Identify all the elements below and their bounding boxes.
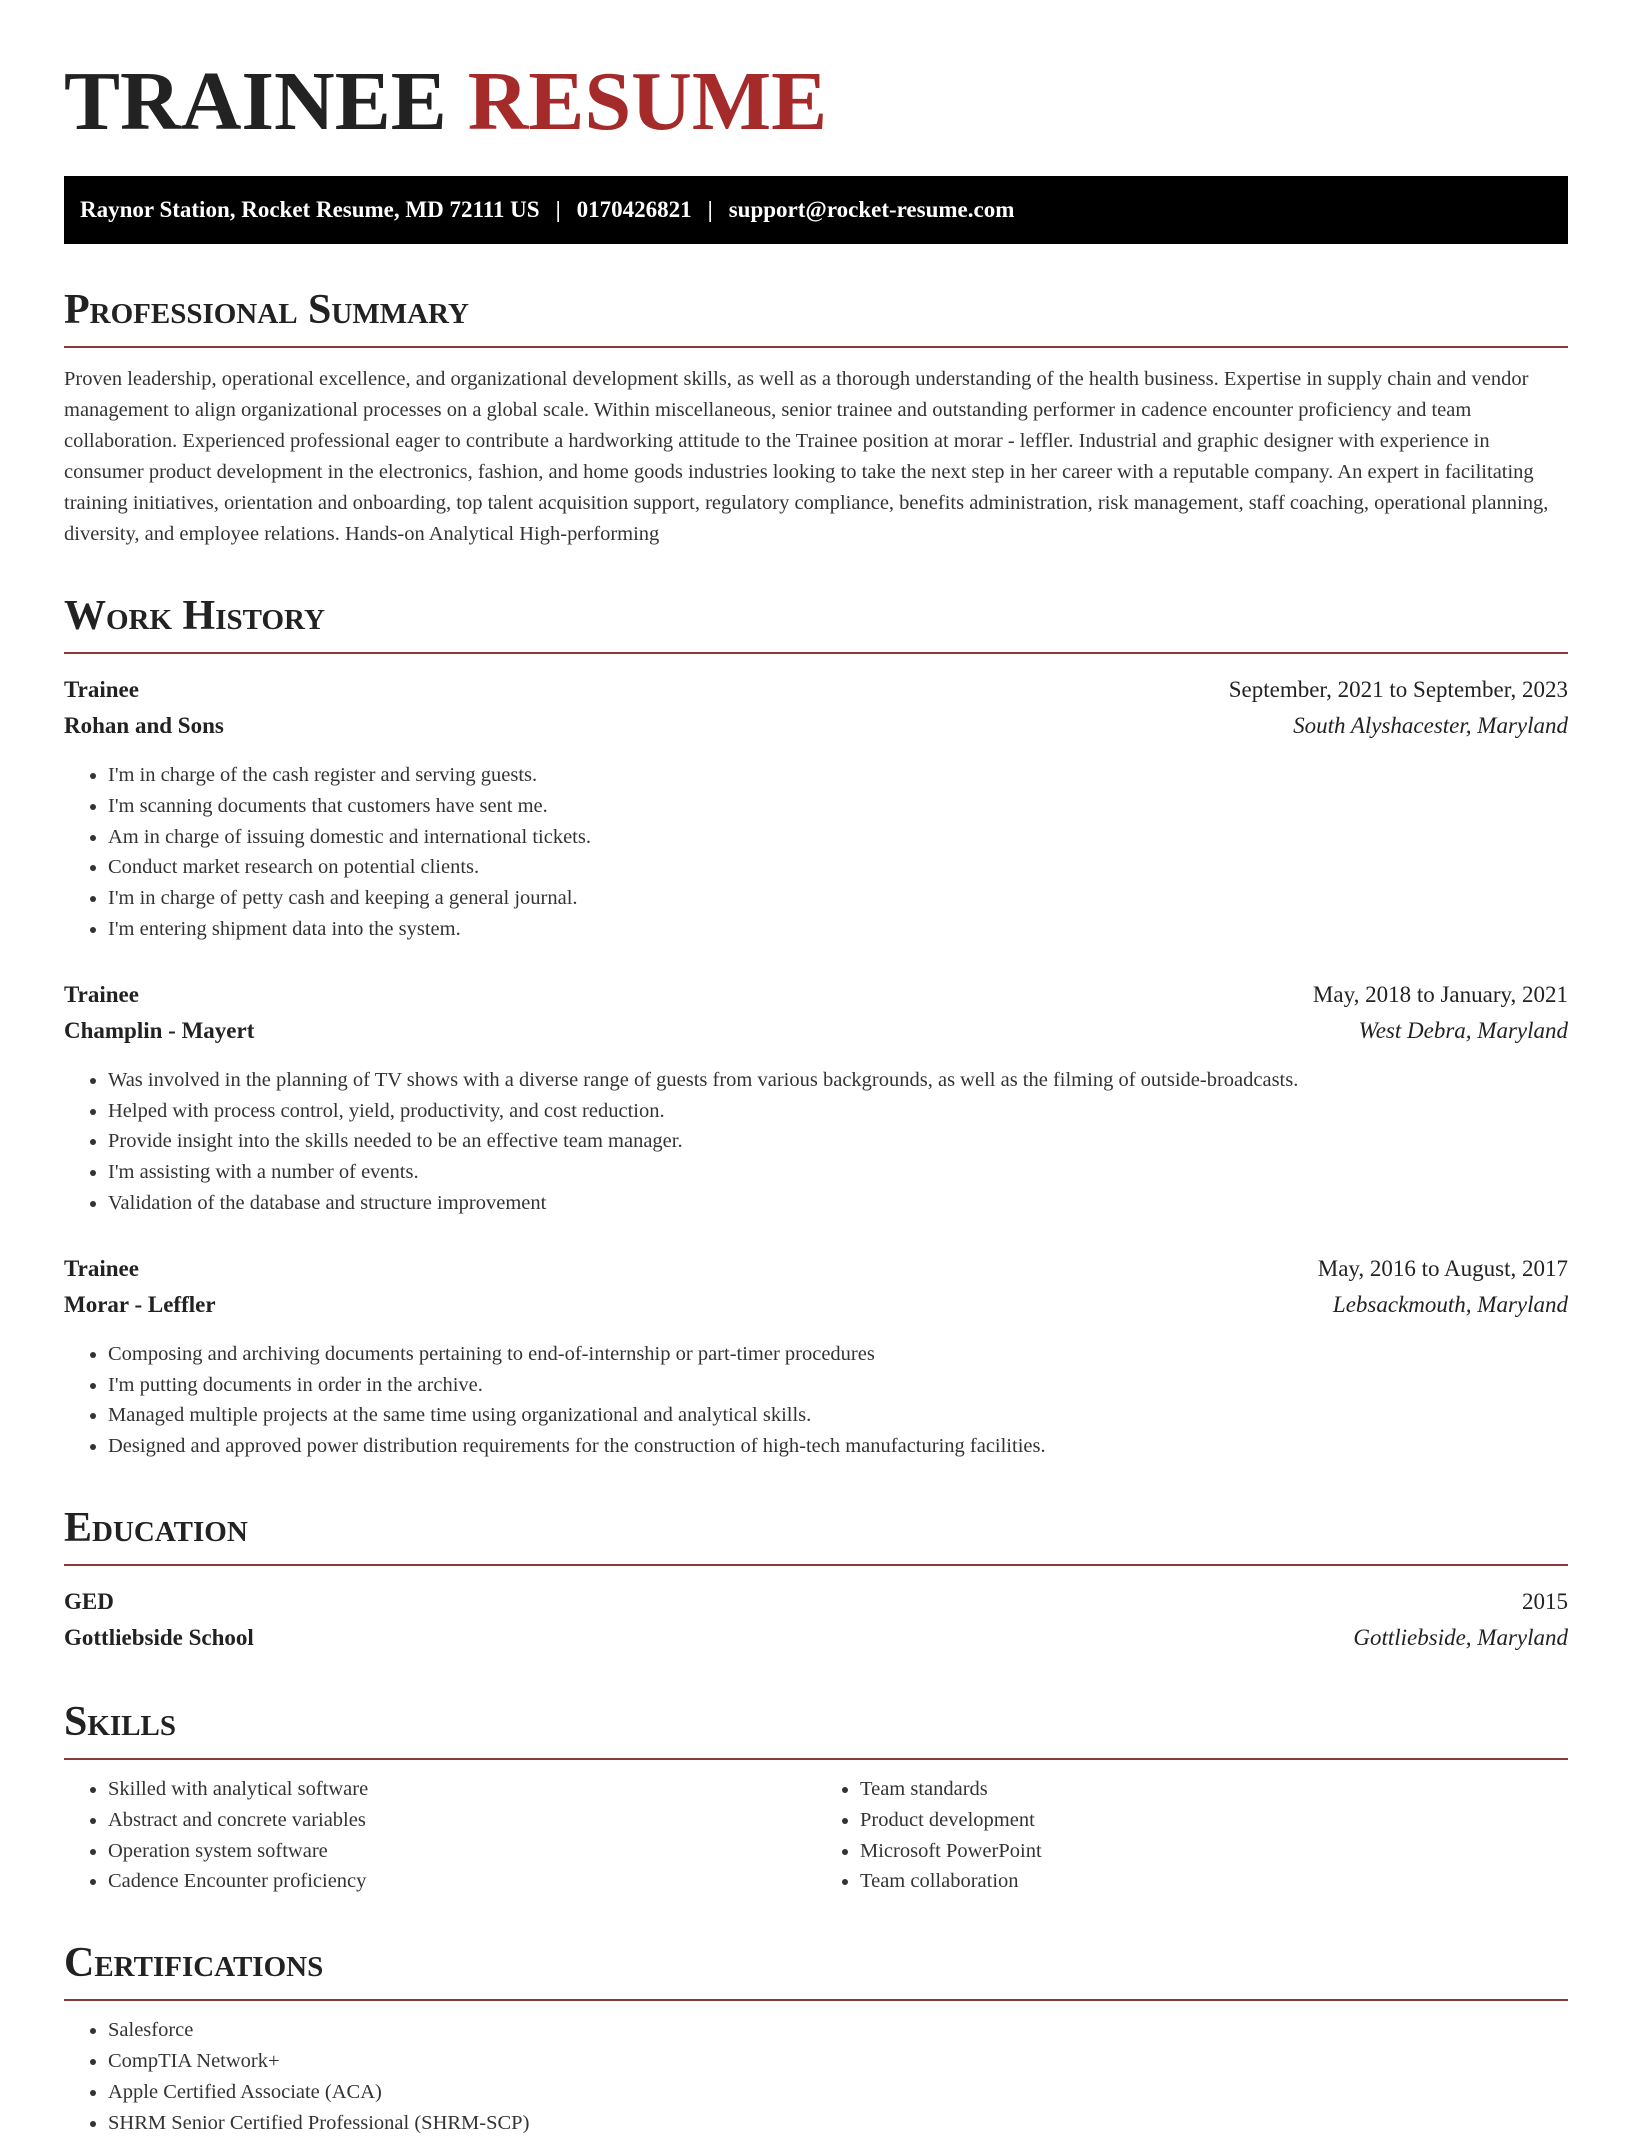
skill-item: • Cadence Encounter proficiency <box>108 1866 816 1897</box>
job-dates: May, 2016 to August, 2017 <box>1317 1255 1568 1281</box>
contact-phone: 0170426821 <box>576 197 692 222</box>
job-duty: • Validation of the database and structure improvement <box>108 1188 1568 1219</box>
education-year: 2015 <box>1522 1588 1568 1614</box>
skills-heading: Skills <box>64 1698 1568 1760</box>
job-entry <box>64 672 1568 945</box>
job-duty: • Conduct market research on potential clients. <box>108 852 1568 883</box>
job-company: Rohan and Sons <box>64 713 224 738</box>
job-company: Champlin - Mayert <box>64 1017 255 1043</box>
job-duty: • I'm scanning documents that customers have sent me. <box>108 791 1568 822</box>
summary-text: Proven leadership, operational excellence, and organizational development skills, as well as a thorough understanding of the health business. Expertise in supply chain and vendor management to align organizational processes on a global scale. Within miscellaneous, senior trainee and outstanding performer in cadence encounter proficiency and team collaboration. Experienced professional eager to contribute a hardworking attitude to the Trainee position at morar - leffler. Industrial and graphic designer with experience in consumer product development in the electronics, fashion, and home goods industries looking to take the next step in her career with a reputable company. An expert in facilitating training initiatives, orientation and onboarding, top talent acquisition support, regulatory compliance, benefits administration, risk management, staff coaching, operational planning, diversity, and employee relations. Hands-on Analytical High-performing <box>64 368 1549 545</box>
job-location: South Alyshacester, Maryland <box>1293 713 1568 738</box>
education-location: Gottliebside, Maryland <box>1353 1624 1568 1650</box>
job-duty: • Provide insight into the skills needed to be an effective team manager. <box>108 1126 1568 1157</box>
job-dates: May, 2018 to January, 2021 <box>1312 981 1568 1007</box>
skills-left-column <box>64 1774 816 1897</box>
job-title: Trainee <box>64 1255 139 1281</box>
skill-item: • Product development <box>860 1805 1568 1836</box>
skills-right-column <box>816 1774 1568 1897</box>
skill-item: • Skilled with analytical software <box>108 1774 816 1805</box>
summary-heading: Professional Summary <box>64 286 1568 348</box>
certifications-list <box>64 2015 1568 2138</box>
job-location: West Debra, Maryland <box>1358 1017 1568 1043</box>
contact-separator: | <box>555 197 561 222</box>
job-dates: September, 2021 to September, 2023 <box>1228 677 1568 702</box>
job-company: Morar - Leffler <box>64 1291 216 1317</box>
education-heading: Education <box>64 1504 1568 1566</box>
certification-item: • SHRM Senior Certified Professional (SHRM-SCP) <box>108 2108 1568 2138</box>
job-duty: • Designed and approved power distribution requirements for the construction of high-tech manufacturing facilities. <box>108 1431 1568 1462</box>
certification-item: • Apple Certified Associate (ACA) <box>108 2077 1568 2108</box>
job-duties <box>64 1065 1568 1219</box>
work-history-heading: Work History <box>64 592 1568 654</box>
education-school: Gottliebside School <box>64 1624 254 1650</box>
job-duty: • I'm in charge of petty cash and keeping a general journal. <box>108 883 1568 914</box>
job-entry <box>64 977 1568 1219</box>
certification-item: • CompTIA Network+ <box>108 2046 1568 2077</box>
job-duty: • I'm entering shipment data into the system. <box>108 914 1568 945</box>
skill-item: • Microsoft PowerPoint <box>860 1836 1568 1867</box>
job-duty: • Was involved in the planning of TV shows with a diverse range of guests from various backgrounds, as well as the filming of outside-broadcasts. <box>108 1065 1568 1096</box>
title-main: TRAINEE <box>64 55 447 148</box>
contact-bar <box>64 176 1568 244</box>
job-duty: • Am in charge of issuing domestic and international tickets. <box>108 822 1568 853</box>
education-degree: GED <box>64 1588 114 1614</box>
job-duty: • Helped with process control, yield, productivity, and cost reduction. <box>108 1096 1568 1127</box>
job-duties <box>64 1339 1568 1462</box>
skill-item: • Operation system software <box>108 1836 816 1867</box>
resume-title <box>64 50 1568 154</box>
certifications-heading: Certifications <box>64 1939 1568 2001</box>
education-entry <box>64 1584 1568 1656</box>
job-duty: • I'm in charge of the cash register and serving guests. <box>108 760 1568 791</box>
job-title: Trainee <box>64 677 139 702</box>
job-title: Trainee <box>64 981 139 1007</box>
job-location: Lebsackmouth, Maryland <box>1332 1291 1568 1317</box>
job-duties <box>64 760 1568 945</box>
title-accent: RESUME <box>467 55 828 148</box>
job-duty: • Managed multiple projects at the same time using organizational and analytical skills. <box>108 1400 1568 1431</box>
skill-item: • Abstract and concrete variables <box>108 1805 816 1836</box>
work-history-list <box>64 672 1568 1462</box>
skill-item: • Team collaboration <box>860 1866 1568 1897</box>
job-duty: • Composing and archiving documents pertaining to end-of-internship or part-timer procedures <box>108 1339 1568 1370</box>
contact-separator: | <box>707 197 713 222</box>
skills-columns <box>64 1774 1568 1897</box>
skill-item: • Team standards <box>860 1774 1568 1805</box>
certification-item: • Salesforce <box>108 2015 1568 2046</box>
job-duty: • I'm putting documents in order in the archive. <box>108 1370 1568 1401</box>
contact-address: Raynor Station, Rocket Resume, MD 72111 US <box>80 197 540 222</box>
job-entry <box>64 1251 1568 1462</box>
contact-email: support@rocket-resume.com <box>728 197 1015 222</box>
job-duty: • I'm assisting with a number of events. <box>108 1157 1568 1188</box>
